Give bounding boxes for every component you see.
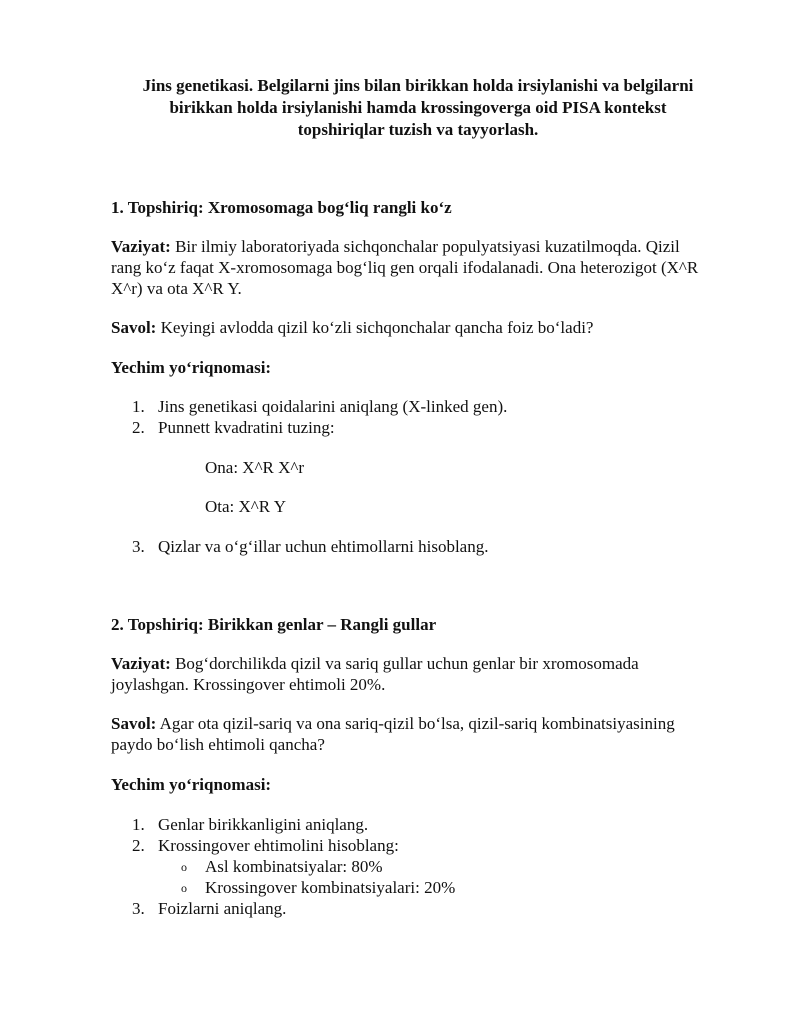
sub-list (111, 856, 455, 898)
task1-vaziyat (111, 236, 751, 299)
list-item-text: Punnett kvadratini tuzing: (158, 418, 335, 437)
ota-genotype: Ota: X^R Y (205, 497, 287, 516)
ona-genotype: Ona: X^R X^r (205, 458, 305, 477)
savol-label: Savol: (111, 318, 157, 337)
task2-savol (111, 713, 751, 755)
list-number: 1. (132, 397, 145, 416)
list-item-text: Foizlarni aniqlang. (158, 899, 287, 918)
task1-heading: 1. Topshiriq: Xromosomaga bog‘liq rangli ko‘z (111, 198, 452, 217)
task2-steps (111, 814, 455, 919)
list-number: 3. (132, 899, 145, 918)
vaziyat-text: Bir ilmiy laboratoriyada sichqonchalar populyatsiyasi kuzatilmoqda. Qizil (170, 237, 680, 256)
vaziyat-label: Vaziyat: (111, 237, 171, 256)
list-number: 2. (132, 418, 145, 437)
bullet-icon: o (181, 881, 187, 895)
vaziyat-text: Bog‘dorchilikda qizil va sariq gullar uchun genlar bir xromosomada (170, 654, 639, 673)
task1-steps (111, 396, 507, 438)
title-line: birikkan holda irsiylanishi hamda krossingoverga oid PISA kontekst (169, 98, 667, 117)
list-number: 1. (132, 815, 145, 834)
task2-yechim-heading: Yechim yo‘riqnomasi: (111, 775, 272, 794)
savol-text: Agar ota qizil-sariq va ona sariq-qizil bo‘lsa, qizil-sariq kombinatsiyasining (156, 714, 675, 733)
list-item (111, 396, 507, 417)
vaziyat-text: X^r) va ota X^R Y. (111, 279, 242, 298)
vaziyat-text: joylashgan. Krossingover ehtimoli 20%. (111, 675, 386, 694)
list-number: 3. (132, 537, 145, 556)
list-item (111, 835, 455, 898)
list-item-text: Qizlar va o‘g‘illar uchun ehtimollarni hisoblang. (158, 537, 489, 556)
vaziyat-label: Vaziyat: (111, 654, 171, 673)
task1-yechim-heading: Yechim yo‘riqnomasi: (111, 358, 272, 377)
task1-steps-cont (111, 536, 488, 557)
sub-list-item-text: Asl kombinatsiyalar: 80% (205, 857, 383, 876)
list-item (111, 417, 507, 438)
list-item-text: Jins genetikasi qoidalarini aniqlang (X-linked gen). (158, 397, 508, 416)
task2-vaziyat (111, 653, 751, 695)
savol-text: Keyingi avlodda qizil ko‘zli sichqonchalar qancha foiz bo‘ladi? (156, 318, 594, 337)
list-item (111, 814, 455, 835)
task2-heading: 2. Topshiriq: Birikkan genlar – Rangli gullar (111, 615, 437, 634)
task1-savol (111, 317, 751, 338)
savol-text: paydo bo‘lish ehtimoli qancha? (111, 735, 325, 754)
list-item-text: Genlar birikkanligini aniqlang. (158, 815, 369, 834)
document-title (111, 75, 725, 141)
list-number: 2. (132, 836, 145, 855)
sub-list-item-text: Krossingover kombinatsiyalari: 20% (205, 878, 456, 897)
sub-list-item (111, 877, 455, 898)
list-item (111, 536, 488, 557)
list-item (111, 898, 455, 919)
vaziyat-text: rang ko‘z faqat X-xromosomaga bog‘liq gen orqali ifodalanadi. Ona heterozigot (X^R (111, 258, 699, 277)
list-item-text: Krossingover ehtimolini hisoblang: (158, 836, 399, 855)
title-line: Jins genetikasi. Belgilarni jins bilan birikkan holda irsiylanishi va belgilarni (142, 76, 694, 95)
savol-label: Savol: (111, 714, 157, 733)
sub-list-item (111, 856, 455, 877)
title-line: topshiriqlar tuzish va tayyorlash. (297, 120, 539, 139)
bullet-icon: o (181, 860, 187, 874)
